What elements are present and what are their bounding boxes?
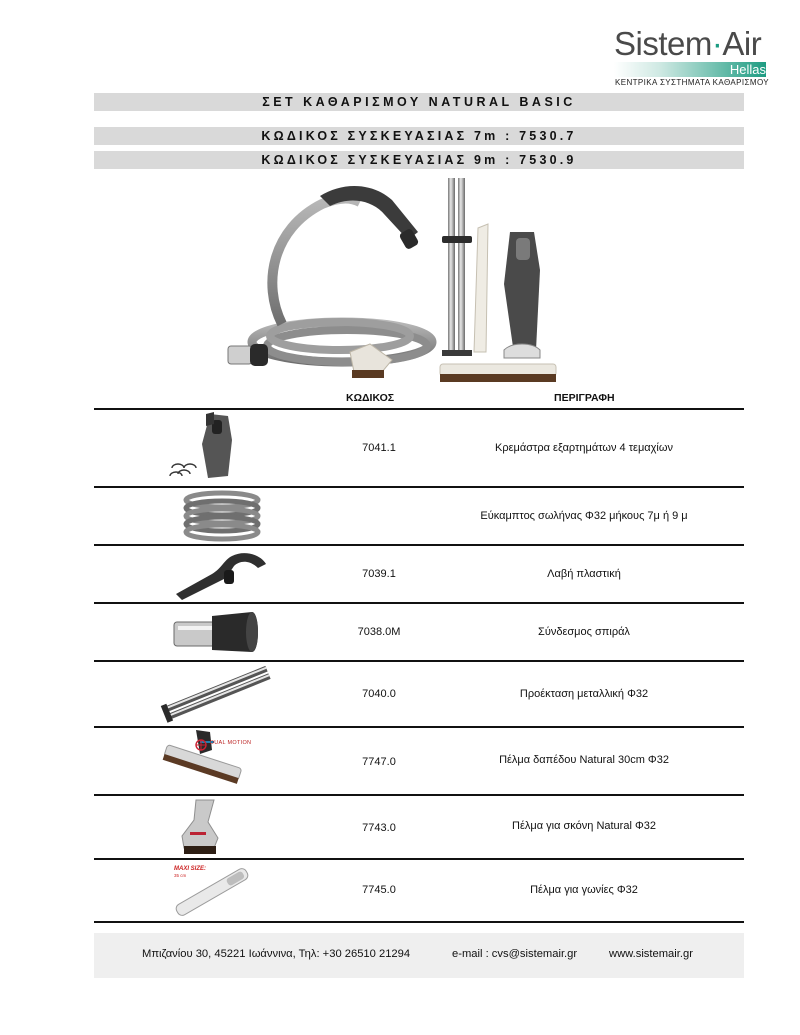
logo-name-part1: Sistem	[614, 25, 712, 62]
plastic-handle-icon	[172, 550, 268, 600]
package-code-9m: ΚΩΔΙΚΟΣ ΣΥΣΚΕΥΑΣΙΑΣ 9m : 7530.9	[94, 151, 744, 169]
product-description: Εύκαμπτος σωλήνας Φ32 μήκους 7μ ή 9 μ	[480, 510, 688, 522]
footer-website[interactable]: www.sistemair.gr	[609, 948, 693, 960]
set-title: ΣΕΤ ΚΑΘΑΡΙΣΜΟΥ NATURAL BASIC	[94, 93, 744, 111]
metal-extension-icon	[442, 178, 472, 356]
maxi-size-label: MAXI SIZE:	[174, 866, 207, 872]
product-code: 7041.1	[362, 442, 396, 454]
contact-footer	[94, 933, 744, 978]
product-description: Πέλμα για σκόνη Natural Φ32	[512, 820, 656, 832]
dual-motion-label: DUAL MOTION	[210, 740, 252, 746]
product-description: Κρεμάστρα εξαρτημάτων 4 τεμαχίων	[495, 442, 673, 454]
column-header-description: ΠΕΡΙΓΡΑΦΗ	[554, 392, 615, 404]
product-code: 7745.0	[362, 884, 396, 896]
spiral-connector-icon	[228, 344, 268, 366]
dual-motion-logo-icon	[194, 738, 208, 752]
table-bottom-rule	[94, 921, 744, 923]
dust-brush-icon	[174, 798, 234, 856]
logo-name-part2: Air	[722, 25, 762, 62]
plastic-handle-icon	[320, 186, 420, 250]
product-code: 7040.0	[362, 688, 396, 700]
spiral-connector-icon	[172, 608, 262, 656]
column-header-code: ΚΩΔΙΚΟΣ	[346, 392, 395, 404]
footer-address: Μπιζανίου 30, 45221 Ιωάννινα, Τηλ: +30 26510 21294	[142, 948, 411, 960]
table-row	[94, 604, 744, 660]
table-row	[94, 860, 744, 922]
accessory-hanger-icon	[504, 232, 540, 358]
table-row	[94, 796, 744, 858]
table-row	[94, 728, 744, 794]
accessory-hanger-icon	[162, 410, 242, 484]
product-description: Σύνδεσμος σπιράλ	[538, 626, 630, 638]
product-code: 7039.1	[362, 568, 396, 580]
table-row	[94, 410, 744, 486]
package-code-7m: ΚΩΔΙΚΟΣ ΣΥΣΚΕΥΑΣΙΑΣ 7m : 7530.7	[94, 127, 744, 145]
logo-tagline: ΚΕΝΤΡΙΚΑ ΣΥΣΤΗΜΑΤΑ ΚΑΘΑΡΙΣΜΟΥ	[615, 78, 770, 87]
product-code: 7743.0	[362, 822, 396, 834]
crevice-tool-icon	[170, 862, 254, 920]
hose-coil-icon	[180, 490, 264, 542]
product-description: Προέκταση μεταλλική Φ32	[519, 688, 649, 700]
product-description: Λαβή πλαστική	[547, 568, 621, 580]
logo-wordmark	[614, 26, 761, 62]
table-row	[94, 546, 744, 602]
footer-email[interactable]: e-mail : cvs@sistemair.gr	[452, 948, 578, 960]
floor-brush-icon	[440, 364, 556, 382]
table-row	[94, 488, 744, 544]
product-description: Πέλμα δαπέδου Natural 30cm Φ32	[499, 754, 669, 766]
product-code: 7747.0	[362, 756, 396, 768]
cleaning-set-photo	[222, 174, 562, 390]
logo-region: Hellas	[729, 62, 766, 77]
table-header	[94, 390, 744, 410]
table-row	[94, 662, 744, 726]
logo-dot: ·	[711, 25, 723, 62]
maxi-size-sub: 35 cm	[174, 873, 187, 878]
metal-extension-icon	[160, 662, 274, 724]
product-code: 7038.0M	[357, 626, 401, 638]
brand-logo	[612, 26, 772, 86]
product-description: Πέλμα για γωνίες Φ32	[530, 884, 638, 896]
crevice-tool-icon	[474, 224, 488, 352]
